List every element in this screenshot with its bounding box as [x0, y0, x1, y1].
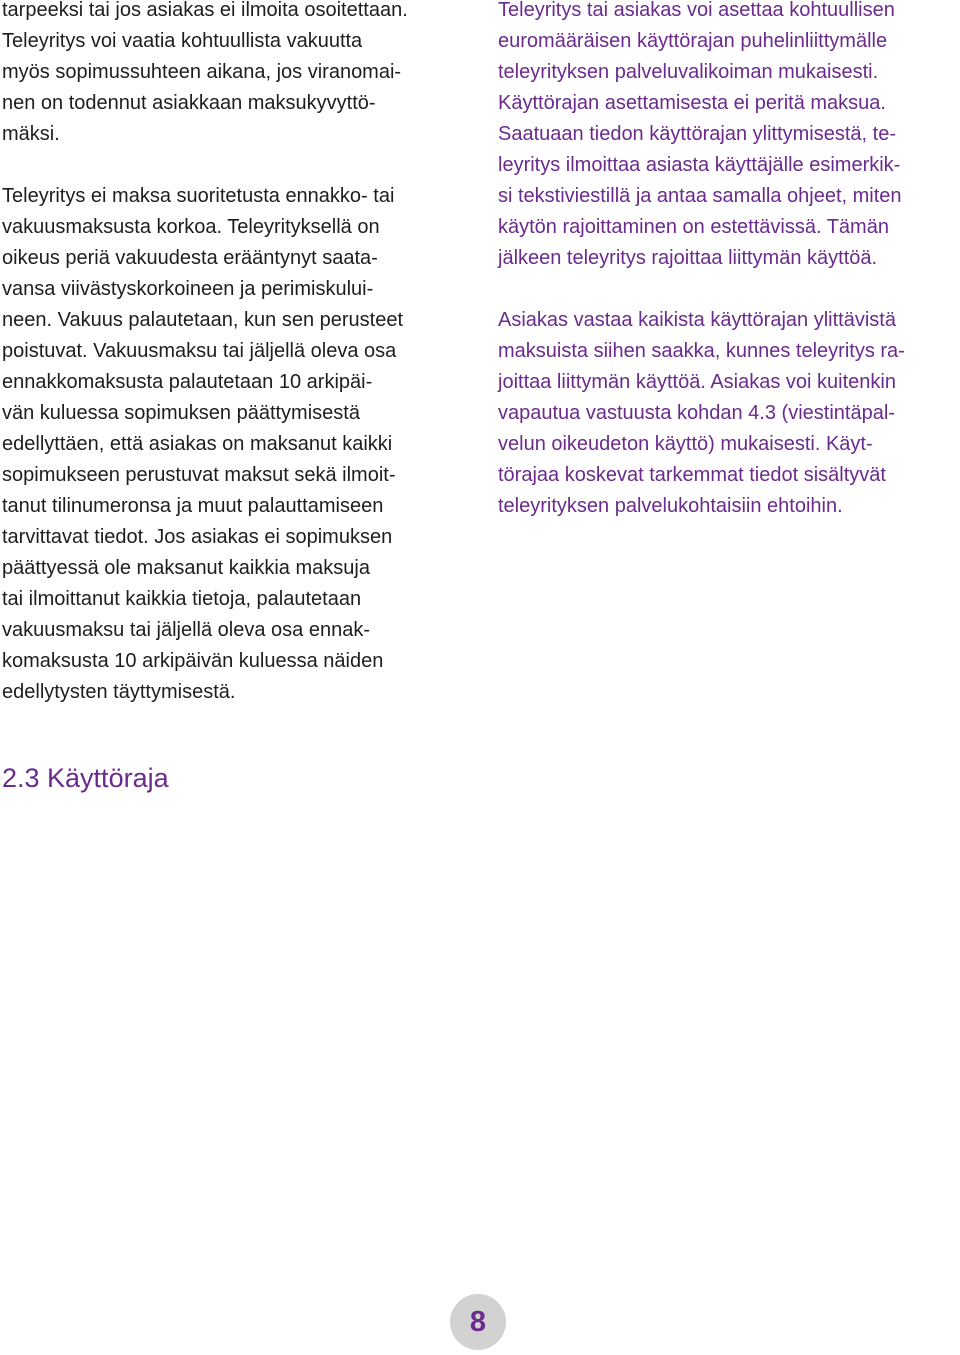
text-line: Teleyritys tai asiakas voi asettaa kohtuullisen — [498, 0, 895, 21]
text-line: vakuusmaksusta korkoa. Teleyrityksellä on — [2, 216, 380, 238]
text-line: Teleyritys voi vaatia kohtuullista vakuutta — [2, 30, 363, 52]
left-column — [2, 0, 467, 708]
page-number-badge — [450, 1294, 506, 1350]
text-line: maksuista siihen saakka, kunnes teleyritys ra- — [498, 340, 905, 362]
text-line: tarpeeksi tai jos asiakas ei ilmoita osoitettaan. — [2, 0, 408, 21]
text-line: edellyttäen, että asiakas on maksanut kaikki — [2, 433, 393, 455]
text-line: vän kuluessa sopimuksen päättymisestä — [2, 402, 360, 424]
text-line: tai ilmoittanut kaikkia tietoja, palautetaan — [2, 588, 362, 610]
text-line: neen. Vakuus palautetaan, kun sen perusteet — [2, 309, 404, 331]
text-line: teleyrityksen palvelukohtaisiin ehtoihin. — [498, 495, 843, 517]
left-paragraph-2 — [2, 181, 467, 708]
text-line: teleyrityksen palveluvalikoiman mukaisesti. — [498, 61, 879, 83]
text-line: Asiakas vastaa kaikista käyttörajan ylittävistä — [498, 309, 896, 331]
page-number: 8 — [469, 1306, 487, 1338]
text-line: vakuusmaksu tai jäljellä oleva osa ennak- — [2, 619, 370, 641]
text-line: Teleyritys ei maksa suoritetusta ennakko- tai — [2, 185, 395, 207]
text-line: edellytysten täyttymisestä. — [2, 681, 236, 703]
text-line: sopimukseen perustuvat maksut sekä ilmoit- — [2, 464, 396, 486]
left-paragraph-1 — [2, 0, 467, 150]
text-line: poistuvat. Vakuusmaksu tai jäljellä oleva osa — [2, 340, 397, 362]
text-line: Käyttörajan asettamisesta ei peritä maksua. — [498, 92, 886, 114]
text-line: velun oikeudeton käyttö) mukaisesti. Käyt- — [498, 433, 873, 455]
text-line: tanut tilinumeronsa ja muut palauttamiseen — [2, 495, 384, 517]
text-line: mäksi. — [2, 123, 60, 145]
text-line: käytön rajoittaminen on estettävissä. Tämän — [498, 216, 889, 238]
section-heading: 2.3 Käyttöraja — [2, 763, 169, 793]
text-line: nen on todennut asiakkaan maksukyvyttö- — [2, 92, 376, 114]
text-line: myös sopimussuhteen aikana, jos viranomai- — [2, 61, 402, 83]
text-line: komaksusta 10 arkipäivän kuluessa näiden — [2, 650, 384, 672]
text-line: euromääräisen käyttörajan puhelinliittymälle — [498, 30, 888, 52]
text-line: vansa viivästyskorkoineen ja perimiskului- — [2, 278, 374, 300]
text-line: jälkeen teleyritys rajoittaa liittymän käyttöä. — [498, 247, 878, 269]
paragraph-gap — [2, 150, 467, 181]
text-line: joittaa liittymän käyttöä. Asiakas voi kuitenkin — [498, 371, 896, 393]
right-paragraph-2 — [498, 305, 958, 522]
text-line: ennakkomaksusta palautetaan 10 arkipäi- — [2, 371, 373, 393]
text-line: Saatuaan tiedon käyttörajan ylittymisestä, te- — [498, 123, 896, 145]
text-line: päättyessä ole maksanut kaikkia maksuja — [2, 557, 370, 579]
right-paragraph-1 — [498, 0, 958, 274]
text-line: tarvittavat tiedot. Jos asiakas ei sopimuksen — [2, 526, 393, 548]
text-line: leyritys ilmoittaa asiasta käyttäjälle esimerkik- — [498, 154, 901, 176]
text-line: si tekstiviestillä ja antaa samalla ohjeet, miten — [498, 185, 902, 207]
text-line: törajaa koskevat tarkemmat tiedot sisältyvät — [498, 464, 886, 486]
paragraph-gap — [498, 274, 958, 305]
text-line: vapautua vastuusta kohdan 4.3 (viestintäpal- — [498, 402, 895, 424]
text-line: oikeus periä vakuudesta erääntynyt saata- — [2, 247, 378, 269]
right-column — [498, 0, 958, 522]
